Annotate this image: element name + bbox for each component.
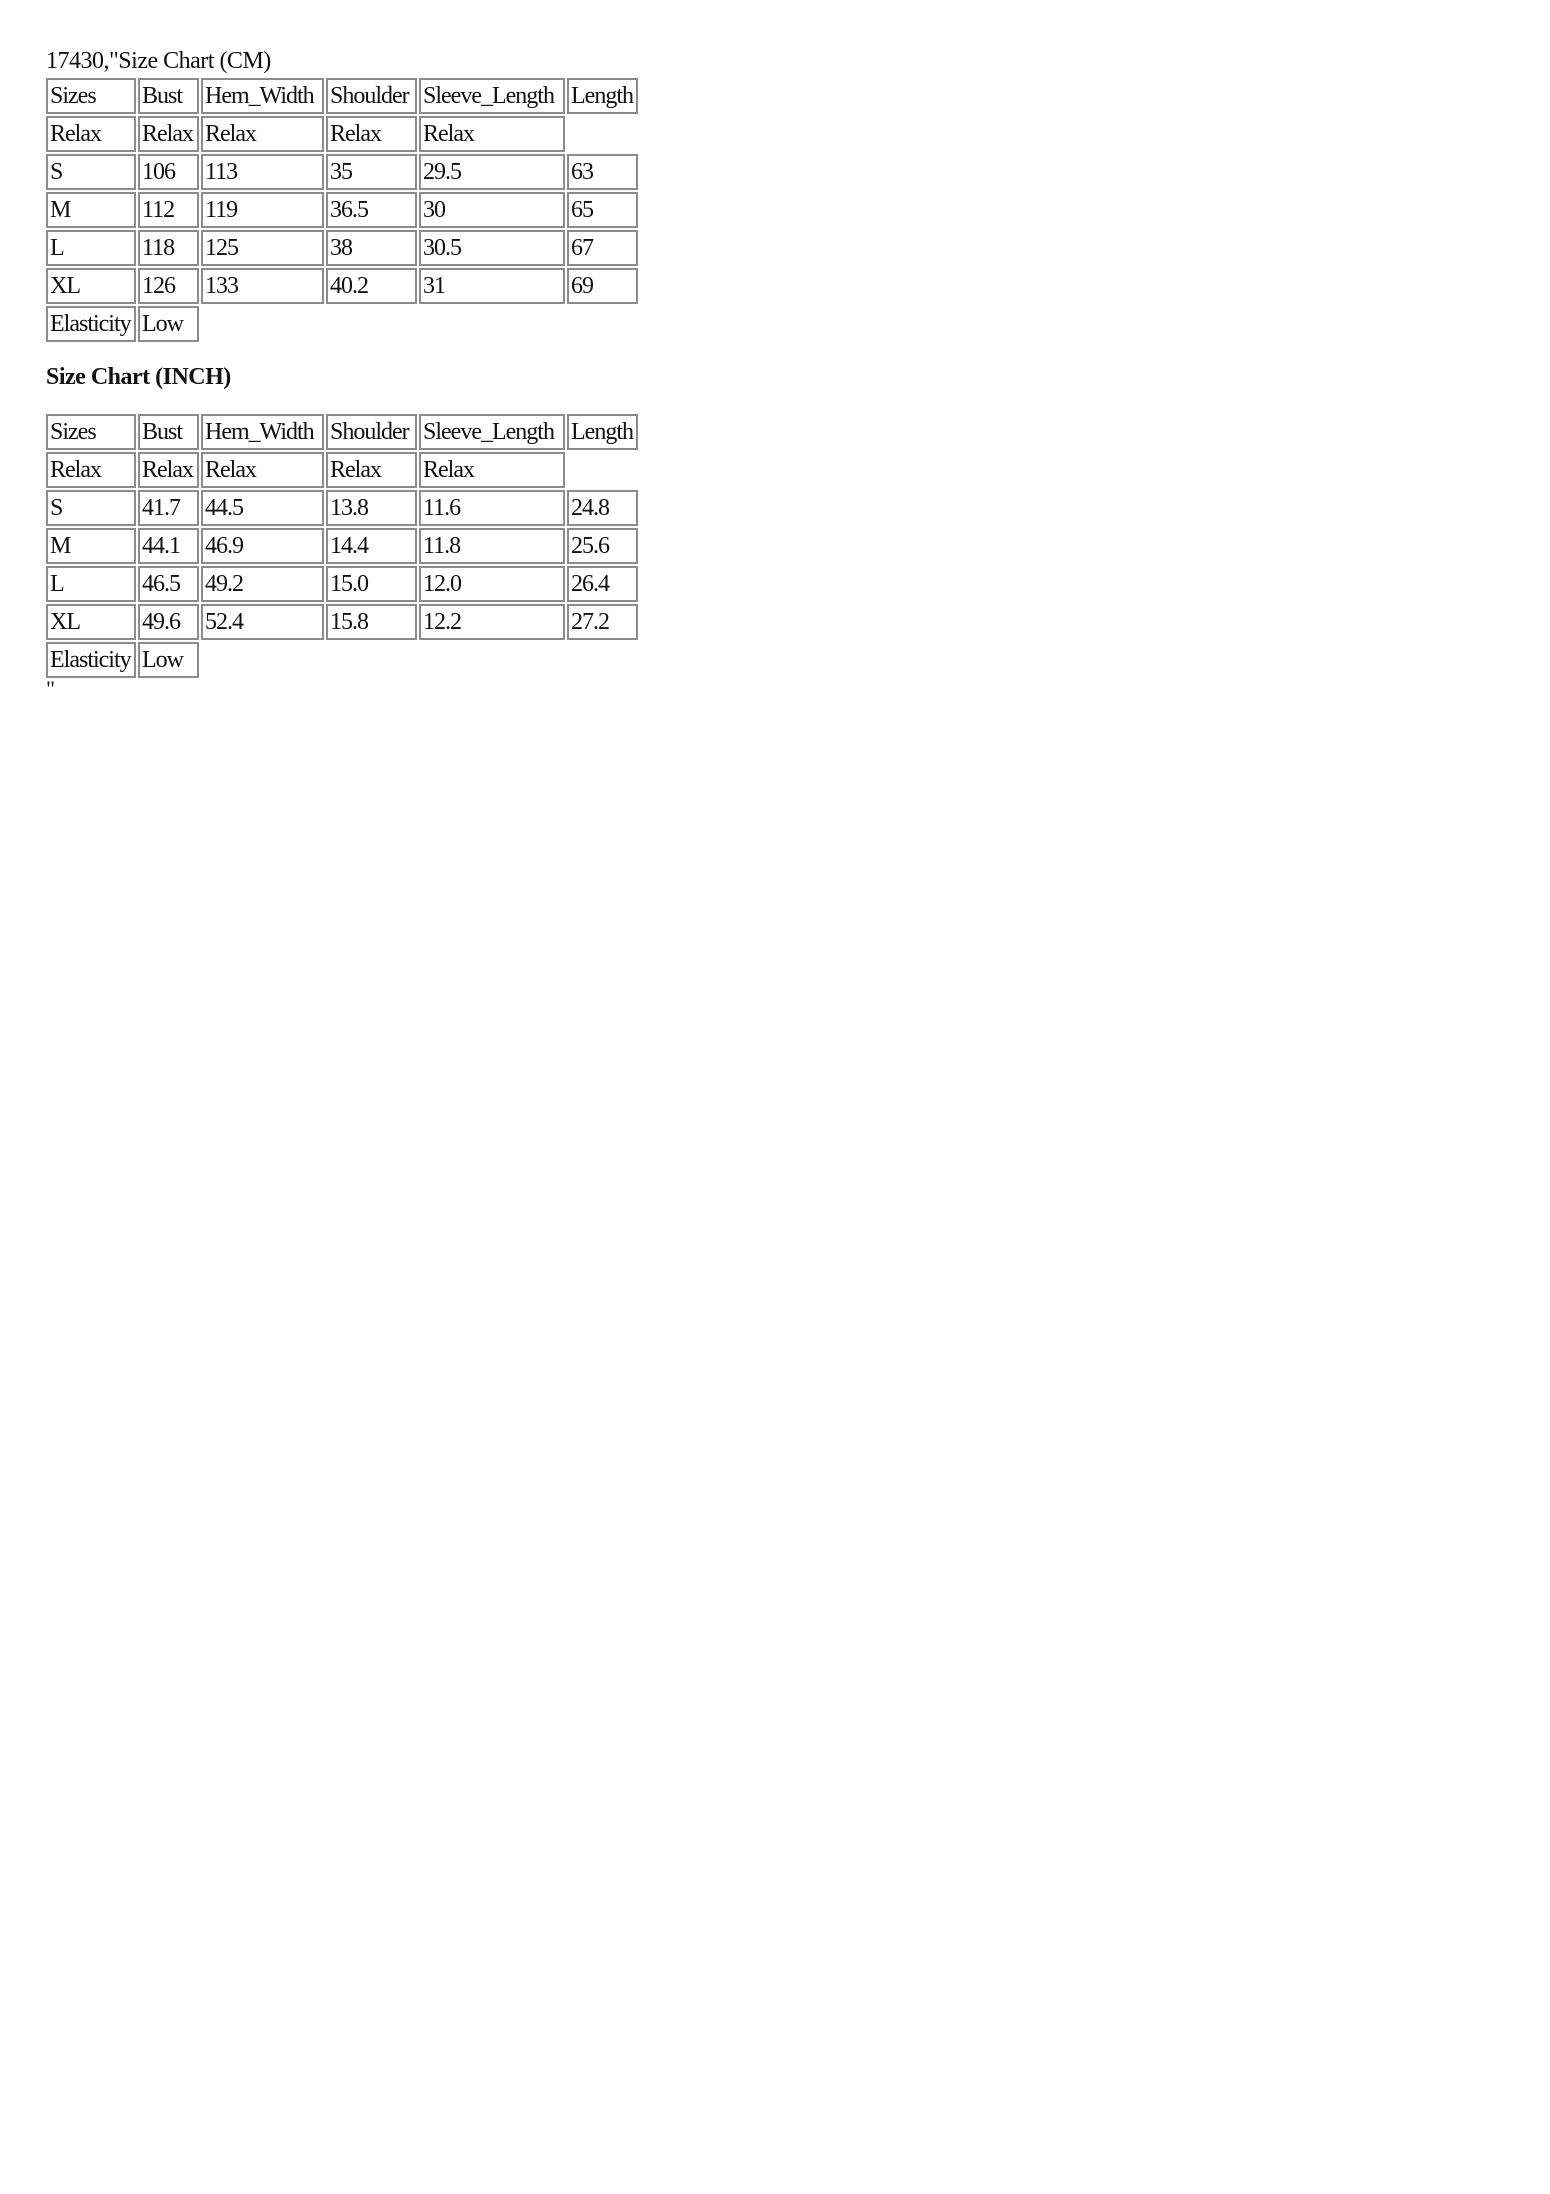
table-cell: 12.2: [419, 604, 565, 640]
table-cell: 112: [138, 192, 199, 228]
table-cell: 118: [138, 230, 199, 266]
table-cell: XL: [46, 604, 136, 640]
table-cell: 30.5: [419, 230, 565, 266]
table-cell: 125: [201, 230, 324, 266]
table-cell: 35: [326, 154, 417, 190]
table-cell: 49.2: [201, 566, 324, 602]
table-cell: 15.8: [326, 604, 417, 640]
table-cell: L: [46, 230, 136, 266]
table-row: [46, 528, 638, 564]
table-cell: Relax: [326, 116, 417, 152]
header-cell-hem-width: Hem_Width: [201, 78, 324, 114]
elasticity-row: [46, 642, 638, 678]
table-cell: 113: [201, 154, 324, 190]
table-cell: 14.4: [326, 528, 417, 564]
fit-row: [46, 116, 638, 152]
table-cell: 24.8: [567, 490, 638, 526]
table-row: [46, 604, 638, 640]
table-cell: L: [46, 566, 136, 602]
elasticity-value: Low: [138, 642, 199, 678]
table-cell: S: [46, 490, 136, 526]
header-cell-bust: Bust: [138, 78, 199, 114]
table-cell: Relax: [201, 452, 324, 488]
table-cell: Relax: [138, 452, 199, 488]
table-cell: 44.5: [201, 490, 324, 526]
table-cell: 67: [567, 230, 638, 266]
table-cell: Relax: [46, 452, 136, 488]
elasticity-label: Elasticity: [46, 642, 136, 678]
inch-section-title: Size Chart (INCH): [46, 364, 231, 390]
table-cell: 27.2: [567, 604, 638, 640]
table-cell: 46.9: [201, 528, 324, 564]
table-cell: 126: [138, 268, 199, 304]
table-cell: 36.5: [326, 192, 417, 228]
table-header-row: [46, 78, 638, 114]
elasticity-label: Elasticity: [46, 306, 136, 342]
table-cell: 12.0: [419, 566, 565, 602]
table-cell: Relax: [201, 116, 324, 152]
table-cell: 106: [138, 154, 199, 190]
table-cell: 40.2: [326, 268, 417, 304]
table-cell: Relax: [46, 116, 136, 152]
table-cell: 63: [567, 154, 638, 190]
header-cell-sleeve-length: Sleeve_Length: [419, 78, 565, 114]
table-cell: 30: [419, 192, 565, 228]
table-cell: Relax: [326, 452, 417, 488]
table-row: [46, 490, 638, 526]
table-cell: M: [46, 192, 136, 228]
table-cell: 15.0: [326, 566, 417, 602]
intro-text: 17430,"Size Chart (CM): [46, 48, 271, 74]
document-page: [46, 46, 640, 701]
header-cell-length: Length: [567, 78, 638, 114]
table-row: [46, 566, 638, 602]
table-cell: Relax: [419, 116, 565, 152]
header-cell-shoulder: Shoulder: [326, 78, 417, 114]
table-cell: 11.6: [419, 490, 565, 526]
fit-row: [46, 452, 638, 488]
header-cell-sleeve-length: Sleeve_Length: [419, 414, 565, 450]
header-cell-hem-width: Hem_Width: [201, 414, 324, 450]
table-cell: 41.7: [138, 490, 199, 526]
table-cell: 119: [201, 192, 324, 228]
table-cell: 52.4: [201, 604, 324, 640]
table-cell: XL: [46, 268, 136, 304]
table-cell: S: [46, 154, 136, 190]
table-cell: 46.5: [138, 566, 199, 602]
header-cell-length: Length: [567, 414, 638, 450]
table-cell: Relax: [419, 452, 565, 488]
header-cell-shoulder: Shoulder: [326, 414, 417, 450]
table-row: [46, 268, 638, 304]
table-header-row: [46, 414, 638, 450]
table-row: [46, 192, 638, 228]
table-cell: 13.8: [326, 490, 417, 526]
table-cell: 26.4: [567, 566, 638, 602]
table-cell: 65: [567, 192, 638, 228]
table-cell: 31: [419, 268, 565, 304]
table-cell: 133: [201, 268, 324, 304]
size-chart-cm-table: [44, 76, 640, 344]
table-cell: 44.1: [138, 528, 199, 564]
header-cell-bust: Bust: [138, 414, 199, 450]
table-cell: Relax: [138, 116, 199, 152]
header-cell-sizes: Sizes: [46, 78, 136, 114]
table-cell: 11.8: [419, 528, 565, 564]
table-row: [46, 154, 638, 190]
trailing-quote: ": [46, 676, 55, 701]
table-cell: 29.5: [419, 154, 565, 190]
table-row: [46, 230, 638, 266]
table-cell: 25.6: [567, 528, 638, 564]
size-chart-inch-table: [44, 412, 640, 680]
table-cell-empty: [567, 116, 638, 152]
table-cell-empty: [567, 452, 638, 488]
table-cell: 49.6: [138, 604, 199, 640]
table-cell: 38: [326, 230, 417, 266]
header-cell-sizes: Sizes: [46, 414, 136, 450]
elasticity-value: Low: [138, 306, 199, 342]
elasticity-row: [46, 306, 638, 342]
table-cell: 69: [567, 268, 638, 304]
table-cell: M: [46, 528, 136, 564]
